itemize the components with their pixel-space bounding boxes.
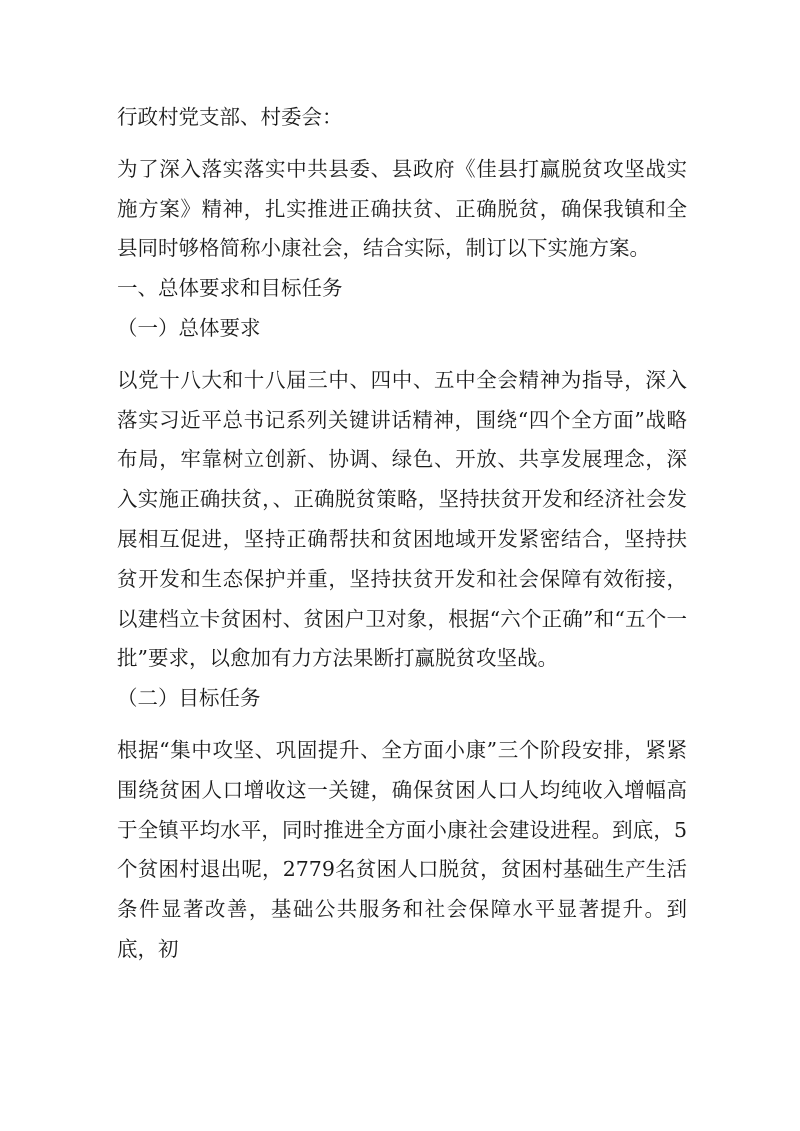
subsection-1-body: 以党十八大和十八届三中、四中、五中全会精神为指导，深入落实习近平总书记系列关键讲话精神，围绕“四个全方面”战略布局，牢靠树立创新、协调、绿色、开放、共享发展理念，深入实施正确扶贫，、正确脱贫策略，坚持扶贫开发和经济社会发展相互促进，坚持正确帮扶和贫困地域开发紧密结合，坚持扶贫开发和生态保护并重，坚持扶贫开发和社会保障有效衔接，以建档立卡贫困村、贫困户卫对象，根据“六个正确”和“五个一批”要求，以愈加有力方法果断打赢脱贫攻坚战。 — [117, 367, 687, 671]
intro-paragraph: 为了深入落实落实中共县委、县政府《佳县打赢脱贫攻坚战实施方案》精神，扎实推进正确扶贫、正确脱贫，确保我镇和全县同时够格简称小康社会，结合实际，制订以下实施方案。 — [117, 156, 687, 261]
section-1-title: 一、总体要求和目标任务 — [117, 276, 343, 301]
salutation: 行政村党支部、村委会： — [117, 105, 343, 129]
subsection-2-title: （二）目标任务 — [117, 686, 261, 711]
subsection-1-title: （一）总体要求 — [117, 315, 261, 340]
document-body — [117, 98, 687, 970]
subsection-2-body: 根据“集中攻坚、巩固提升、全方面小康”三个阶段安排，紧紧围绕贫困人口增收这一关键，确保贫困人口人均纯收入增幅高于全镇平均水平，同时推进全方面小康社会建设进程。到底，5个贫困村退出呢，2779名贫困人口脱贫，贫困村基础生产生活条件显著改善，基础公共服务和社会保障水平显著提升。到底，初 — [117, 737, 687, 961]
